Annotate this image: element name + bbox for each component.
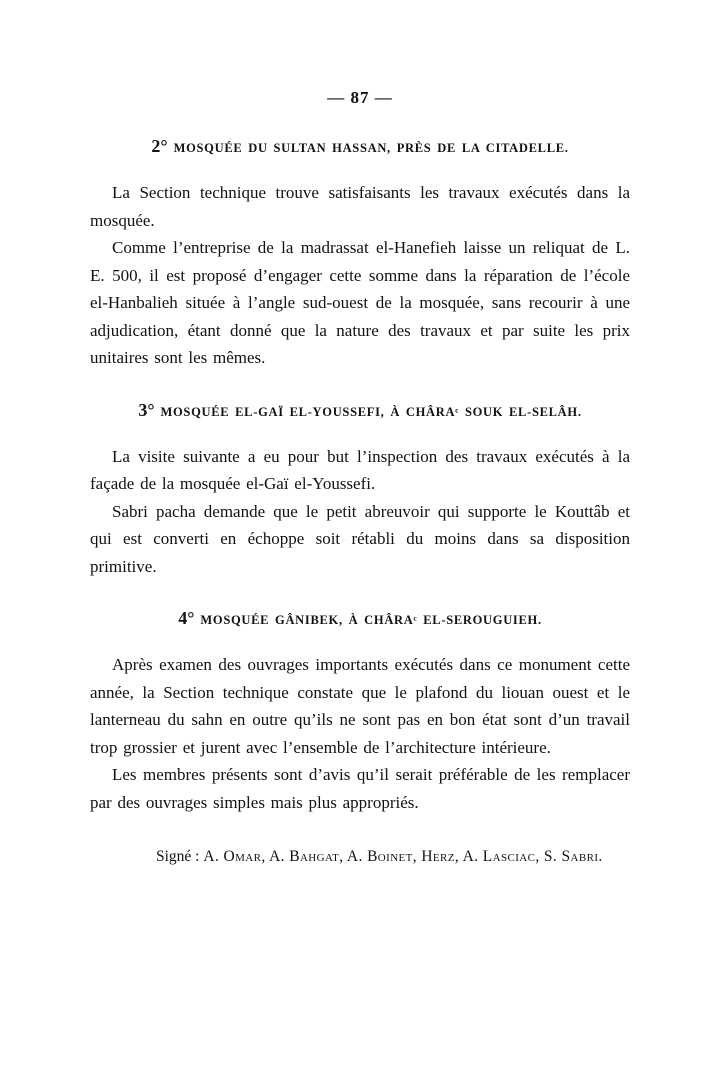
- section-heading: [90, 136, 630, 157]
- paragraph: La Section technique trouve satisfaisants les travaux exécutés dans la mosquée.: [90, 183, 630, 230]
- paragraph: La visite suivante a eu pour but l’inspection des travaux exécutés à la façade de la mosquée el-Gaï el-Youssefi.: [90, 446, 630, 493]
- paragraph: Après examen des ouvrages importants exécutés dans ce monument cette année, la Section technique constate que le plafond du liouan ouest et le lanterneau du sahn en outre qu’ils ne sont pas en bon état sont d’un travail trop grossier et jurent avec l’ensemble de l’architecture intérieure.: [90, 655, 630, 757]
- section-title: MOSQUÉE GÂNIBEK, À CHÂRAᶜ EL-SEROUGUIEH.: [200, 613, 542, 627]
- paragraph: Comme l’entreprise de la madrassat el-Hanefieh laisse un reliquat de L. E. 500, il est proposé d’engager cette somme dans la réparation de l’école el-Hanbalieh située à l’angle sud-ouest de la mosquée, sans recourir à une adjudication, étant donné que la nature des travaux et par suite les prix unitaires sont les mêmes.: [90, 238, 630, 367]
- signature-prefix: Signé :: [156, 848, 204, 865]
- paragraph: Les membres présents sont d’avis qu’il serait préférable de les remplacer par des ouvrages simples mais plus appropriés.: [90, 765, 630, 812]
- page-number: — 87 —: [327, 88, 393, 107]
- section-ganibek: [90, 608, 630, 816]
- section-sultan-hassan: [90, 136, 630, 372]
- signature-line: [90, 848, 630, 866]
- section-heading: [90, 400, 630, 421]
- section-ordinal: 4°: [178, 608, 195, 628]
- section-ordinal: 3°: [138, 399, 155, 420]
- section-ordinal: 2°: [151, 136, 168, 156]
- section-title: MOSQUÉE DU SULTAN HASSAN, PRÈS DE LA CITADELLE.: [173, 141, 569, 155]
- section-title: MOSQUÉE EL-GAÏ EL-YOUSSEFI, À CHÂRAᶜ SOUK EL-SELÂH.: [160, 404, 582, 419]
- section-el-gai-el-youssefi: [90, 400, 630, 581]
- signature-names: A. Omar, A. Bahgat, A. Boinet, Herz, A. Lasciac, S. Sabri.: [203, 848, 603, 865]
- paragraph: Sabri pacha demande que le petit abreuvoir qui supporte le Kouttâb et qui est converti en échoppe soit rétabli du moins dans sa disposition primitive.: [90, 501, 630, 576]
- section-heading: [90, 608, 630, 629]
